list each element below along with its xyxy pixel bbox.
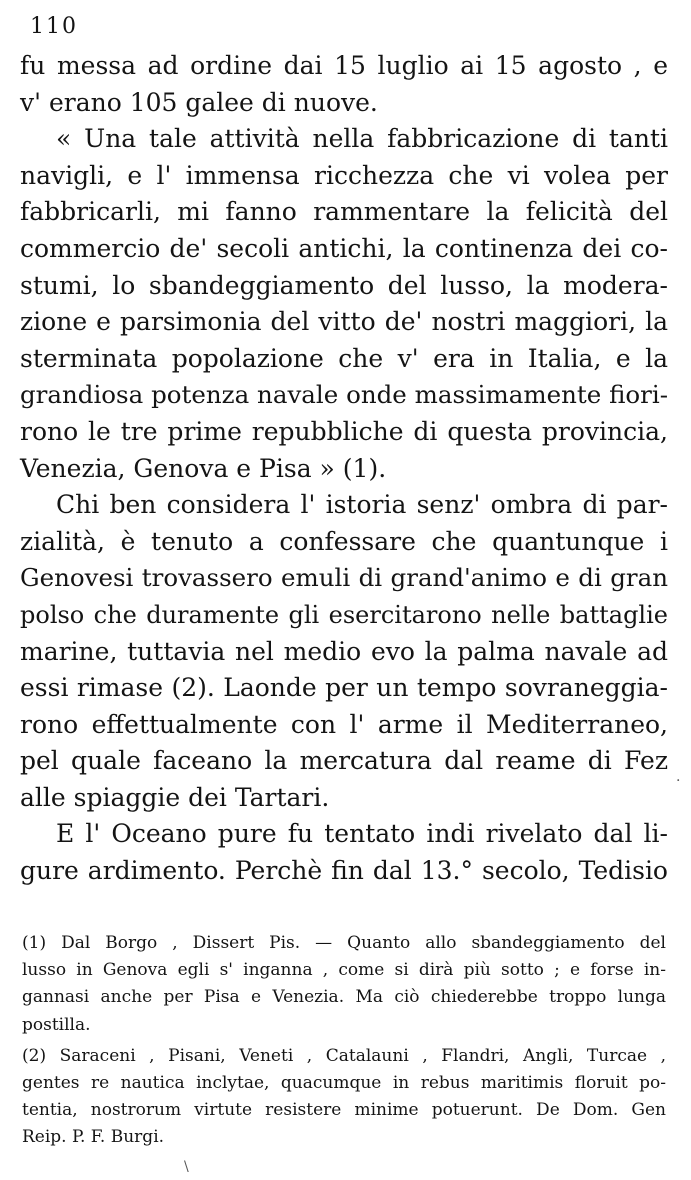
text-line: alle spiaggie dei Tartari. [20, 782, 330, 812]
text-line: zialità, è tenuto a confessare che quantunque i [20, 526, 668, 556]
scan-mark: . [676, 769, 681, 785]
text-line: polso che duramente gli esercitarono nelle battaglie [20, 600, 668, 629]
text-line: fabbricarli, mi fanno rammentare la felicità del [20, 197, 668, 227]
text-line: essi rimase (2). Laonde per un tempo sovraneggia- [20, 673, 668, 703]
text-line: E l' Oceano pure fu tentato indi rivelato dal li- [56, 819, 668, 849]
text-line: fu messa ad ordine dai 15 luglio ai 15 agosto , e [20, 51, 668, 80]
text-line: gure ardimento. Perchè fin dal 13.° secolo, Tedisio [20, 856, 668, 886]
footnote-line: Reip. P. F. Burgi. [22, 1127, 165, 1148]
footnote-line: (1) Dal Borgo , Dissert Pis. — Quanto allo sbandeggiamento del [22, 933, 666, 953]
footnote-line: postilla. [22, 1014, 91, 1035]
footnote-line: gannasi anche per Pisa e Venezia. Ma ciò chiederebbe troppo lunga [22, 987, 666, 1008]
text-line: rono effettualmente con l' arme il Mediterraneo, [20, 709, 668, 739]
text-line: Genovesi trovassero emuli di grand'animo e di gran [20, 563, 668, 593]
text-line: « Una tale attività nella fabbricazione di tanti [56, 124, 668, 154]
page-number: 110 [30, 14, 78, 39]
text-line: sterminata popolazione che v' era in Italia, e la [20, 343, 668, 373]
text-line: commercio de' secoli antichi, la continenza dei co- [20, 233, 668, 263]
main-text [20, 48, 668, 890]
text-line: rono le tre prime repubbliche di questa provincia, [20, 416, 668, 446]
text-line: grandiosa potenza navale onde massimamente fiori- [20, 380, 668, 410]
text-line: v' erano 105 galee di nuove. [20, 87, 378, 117]
scan-mark: \ [184, 1159, 189, 1175]
text-line: Venezia, Genova e Pisa » (1). [20, 453, 387, 483]
footnotes [22, 930, 666, 1152]
text-line: stumi, lo sbandeggiamento del lusso, la modera- [20, 270, 668, 300]
text-line: navigli, e l' immensa ricchezza che vi volea per [20, 160, 668, 190]
footnote-line: lusso in Genova egli s' inganna , come si dirà più sotto ; e forse in- [22, 960, 666, 981]
text-line: Chi ben considera l' istoria senz' ombra di par- [56, 490, 668, 520]
footnote-line: tentia, nostrorum virtute resistere minime potuerunt. De Dom. Gen [22, 1100, 666, 1121]
footnote-line: gentes re nautica inclytae, quacumque in rebus maritimis floruit po- [22, 1072, 666, 1093]
footnote-line: (2) Saraceni , Pisani, Veneti , Catalauni , Flandri, Angli, Turcae , [22, 1045, 666, 1066]
text-line: marine, tuttavia nel medio evo la palma navale ad [20, 636, 668, 666]
text-line: zione e parsimonia del vitto de' nostri maggiori, la [20, 307, 668, 337]
text-line: pel quale faceano la mercatura dal reame di Fez [20, 746, 668, 776]
